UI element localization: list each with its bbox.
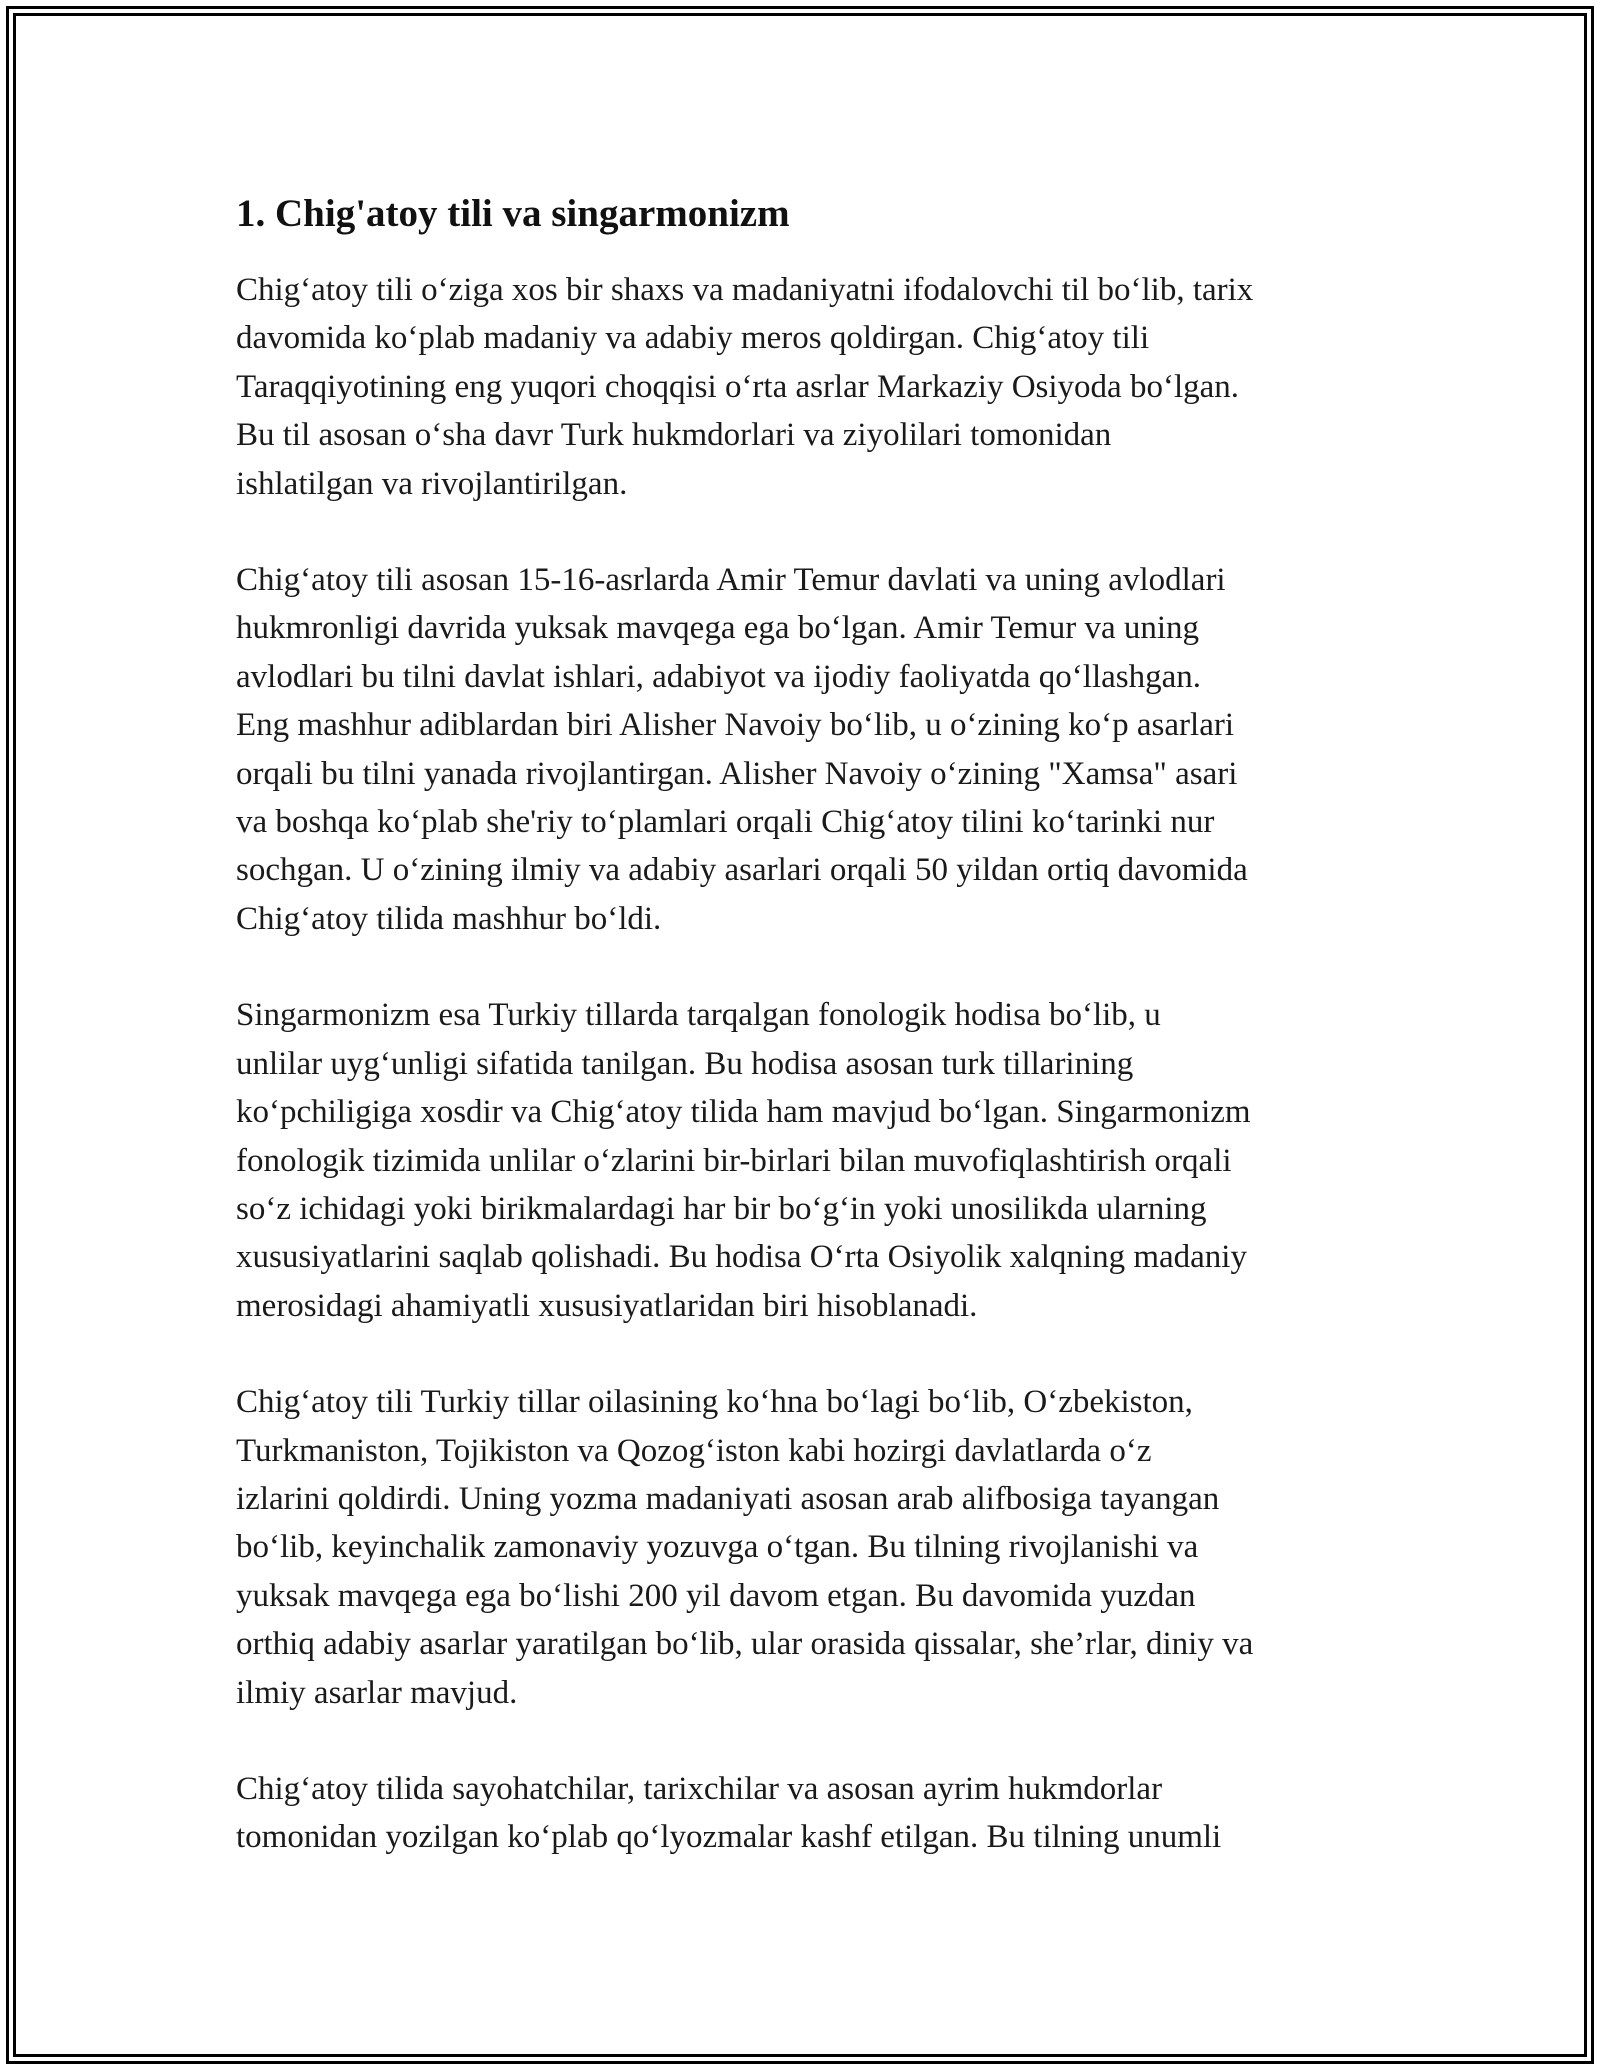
paragraph-5: Chig‘atoy tilida sayohatchilar, tarixchilar va asosan ayrim hukmdorlar tomonidan yozilgan ko‘plab qo‘lyozmalar kashf etilgan. Bu tilning unumli: [236, 1770, 1222, 1856]
paragraph-2: Chig‘atoy tili asosan 15-16-asrlarda Amir Temur davlati va uning avlodlari hukmronligi davrida yuksak mavqega ega bo‘lgan. Amir Temur va uning avlodlari bu tilni davlat ishlari, adabiyot va ijodiy faoliyatda qo‘llashgan. Eng mashhur adiblardan biri Alisher Navoiy bo‘lib, u o‘zining ko‘p asarlari orqali bu tilni yanada rivojlantirgan. Alisher Navoiy o‘zining "Xamsa" asari va boshqa ko‘plab she'riy to‘plamlari orqali Chig‘atoy tilini ko‘tarinki nur sochgan. U o‘zining ilmiy va adabiy asarlari orqali 50 yildan ortiq davomida Chig‘atoy tilida mashhur bo‘ldi.: [236, 562, 1248, 937]
document-body: [236, 186, 1386, 1910]
paragraph-4: Chig‘atoy tili Turkiy tillar oilasining ko‘hna bo‘lagi bo‘lib, O‘zbekiston, Turkmaniston, Tojikiston va Qozog‘iston kabi hozirgi davlatlarda o‘z izlarini qoldirdi. Uning yozma madaniyati asosan arab alifbosiga tayangan bo‘lib, keyinchalik zamonaviy yozuvga o‘tgan. Bu tilning rivojlanishi va yuksak mavqega ega bo‘lishi 200 yil davom etgan. Bu davomida yuzdan orthiq adabiy asarlar yaratilgan bo‘lib, ular orasida qissalar, she’rlar, diniy va ilmiy asarlar mavjud.: [236, 1384, 1254, 1711]
paragraph-3: Singarmonizm esa Turkiy tillarda tarqalgan fonologik hodisa bo‘lib, u unlilar uyg‘unligi sifatida tanilgan. Bu hodisa asosan turk tillarining ko‘pchiligiga xosdir va Chig‘atoy tilida ham mavjud bo‘lgan. Singarmonizm fonologik tizimida unlilar o‘zlarini bir-birlari bilan muvofiqlashtirish orqali so‘z ichidagi yoki birikmalardagi har bir bo‘g‘in yoki unosilikda ularning xususiyatlarini saqlab qolishadi. Bu hodisa O‘rta Osiyolik xalqning madaniy merosidagi ahamiyatli xususiyatlaridan biri hisoblanadi.: [236, 997, 1251, 1324]
section-heading: 1. Chig'atoy tili va singarmonizm: [236, 192, 790, 235]
paragraph-1: Chig‘atoy tili o‘ziga xos bir shaxs va madaniyatni ifodalovchi til bo‘lib, tarix davomida ko‘plab madaniy va adabiy meros qoldirgan. Chig‘atoy tili Taraqqiyotining eng yuqori choqqisi o‘rta asrlar Markaziy Osiyoda bo‘lgan. Bu til asosan o‘sha davr Turk hukmdorlari va ziyolilari tomonidan ishlatilgan va rivojlantirilgan.: [236, 272, 1254, 502]
